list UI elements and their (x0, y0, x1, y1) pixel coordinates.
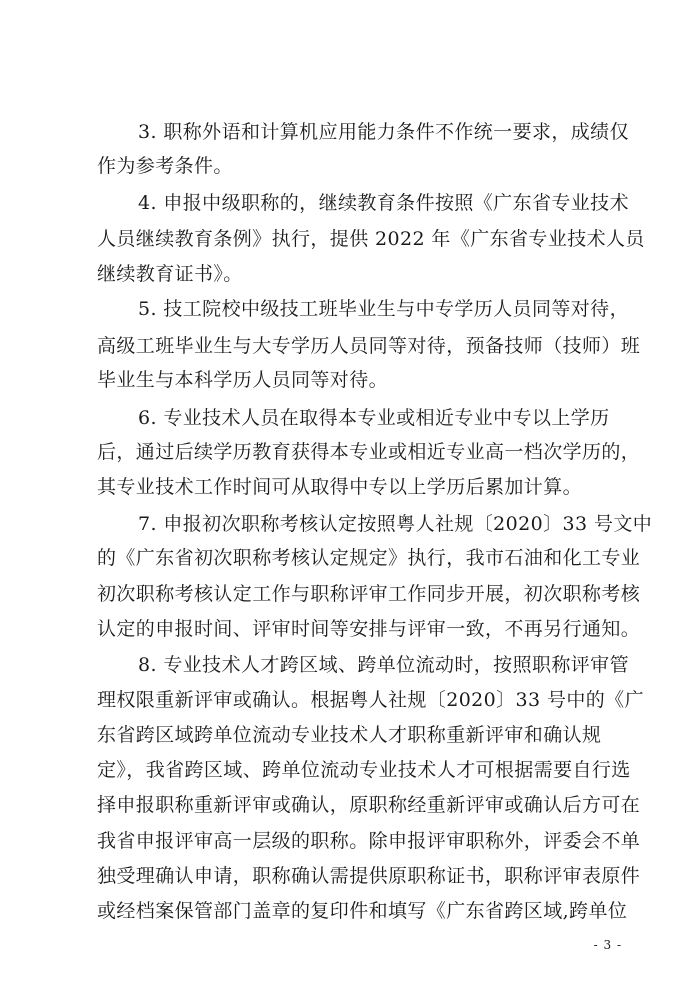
paragraph-8-line-6: 我省申报评审高一层级的职称。除申报评审职称外，评委会不单 (97, 830, 641, 852)
paragraph-8-line-5: 择申报职称重新评审或确认，原职称经重新评审或确认后方可在 (97, 794, 641, 816)
paragraph-7-line-4: 认定的申报时间、评审时间等安排与评审一致，不再另行通知。 (97, 618, 641, 640)
paragraph-5-line-1: 5. 技工院校中级技工班毕业生与中专学历人员同等对待， (138, 298, 629, 320)
paragraph-3-line-2: 作为参考条件。 (97, 155, 233, 177)
paragraph-8-line-7: 独受理确认申请，职称确认需提供原职称证书，职称评审表原件 (97, 865, 641, 887)
paragraph-8-line-2: 理权限重新评审或确认。根据粤人社规〔2020〕33 号中的《广 (97, 689, 644, 711)
paragraph-8-line-1: 8. 专业技术人才跨区域、跨单位流动时，按照职称评审管 (138, 654, 629, 676)
paragraph-7-line-3: 初次职称考核认定工作与职称评审工作同步开展，初次职称考核 (97, 583, 641, 605)
paragraph-5-line-3: 毕业生与本科学历人员同等对待。 (97, 369, 389, 391)
paragraph-8-line-8: 或经档案保管部门盖章的复印件和填写《广东省跨区域,跨单位 (97, 900, 628, 922)
paragraph-6-line-2: 后，通过后续学历教育获得本专业或相近专业高一档次学历的， (97, 441, 641, 463)
paragraph-4-line-2: 人员继续教育条例》执行，提供 2022 年《广东省专业技术人员 (97, 228, 645, 250)
paragraph-6-line-1: 6. 专业技术人员在取得本专业或相近专业中专以上学历 (138, 407, 610, 429)
paragraph-7-line-1: 7. 申报初次职称考核认定按照粤人社规〔2020〕33 号文中 (138, 513, 653, 535)
paragraph-7-line-2: 的《广东省初次职称考核认定规定》执行，我市石油和化工专业 (97, 547, 641, 569)
paragraph-3-line-1: 3. 职称外语和计算机应用能力条件不作统一要求，成绩仅 (138, 121, 629, 143)
paragraph-5-line-2: 高级工班毕业生与大专学历人员同等对待，预备技师（技师）班 (97, 335, 641, 357)
page-number: - 3 - (593, 938, 622, 952)
paragraph-8-line-4: 定》，我省跨区域、跨单位流动专业技术人才可根据需要自行选 (97, 759, 631, 781)
paragraph-6-line-3: 其专业技术工作时间可从取得中专以上学历后累加计算。 (97, 476, 583, 498)
paragraph-4-line-1: 4. 申报中级职称的，继续教育条件按照《广东省专业技术 (138, 192, 629, 214)
paragraph-4-line-3: 继续教育证书》。 (97, 263, 243, 285)
paragraph-8-line-3: 东省跨区域跨单位流动专业技术人才职称重新评审和确认规 (97, 724, 602, 746)
